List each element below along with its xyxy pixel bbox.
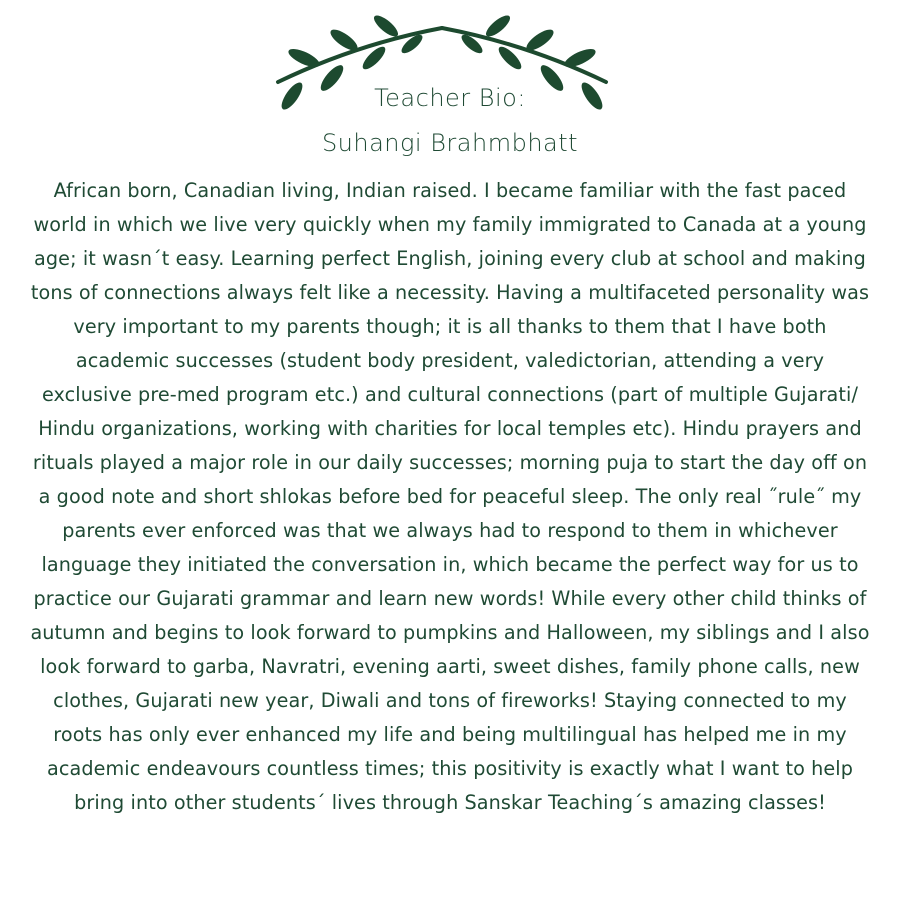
teacher-name: Suhangi Brahmbhatt	[321, 129, 579, 157]
bio-paragraph: African born, Canadian living, Indian raised. I became familiar with the fast paced world in which we live very quickly when my family immigrated to Canada at a young age; it wasn´t easy. Learning perfect English, joining every club at school and making tons of connections always felt like a necessity. Having a multifaceted personality was very important to my parents though; it is all thanks to them that I have both academic successes (student body president, valedictorian, attending a very exclusive pre-med program etc.) and cultural connections (part of multiple Gujarati/ Hindu organizations, working with charities for local temples etc). Hindu prayers and rituals played a major role in our daily successes; morning puja to start the day off on a good note and short shlokas before bed for peaceful sleep. The only real ˝rule˝ my parents ever enforced was that we always had to respond to them in whichever language they initiated the conversation in, which became the perfect way for us to practice our Gujarati grammar and learn new words! While every other child thinks of autumn and begins to look forward to pumpkins and Halloween, my siblings and I also look forward to garba, Navratri, evening aarti, sweet dishes, family phone calls, new clothes, Gujarati new year, Diwali and tons of fireworks! Staying connected to my roots has only ever enhanced my life and being multilingual has helped me in my academic endeavours countless times; this positivity is exactly what I want to help bring into other students´ lives through Sanskar Teaching´s amazing classes!	[30, 179, 870, 814]
bio-heading: Teacher Bio:	[374, 84, 526, 112]
